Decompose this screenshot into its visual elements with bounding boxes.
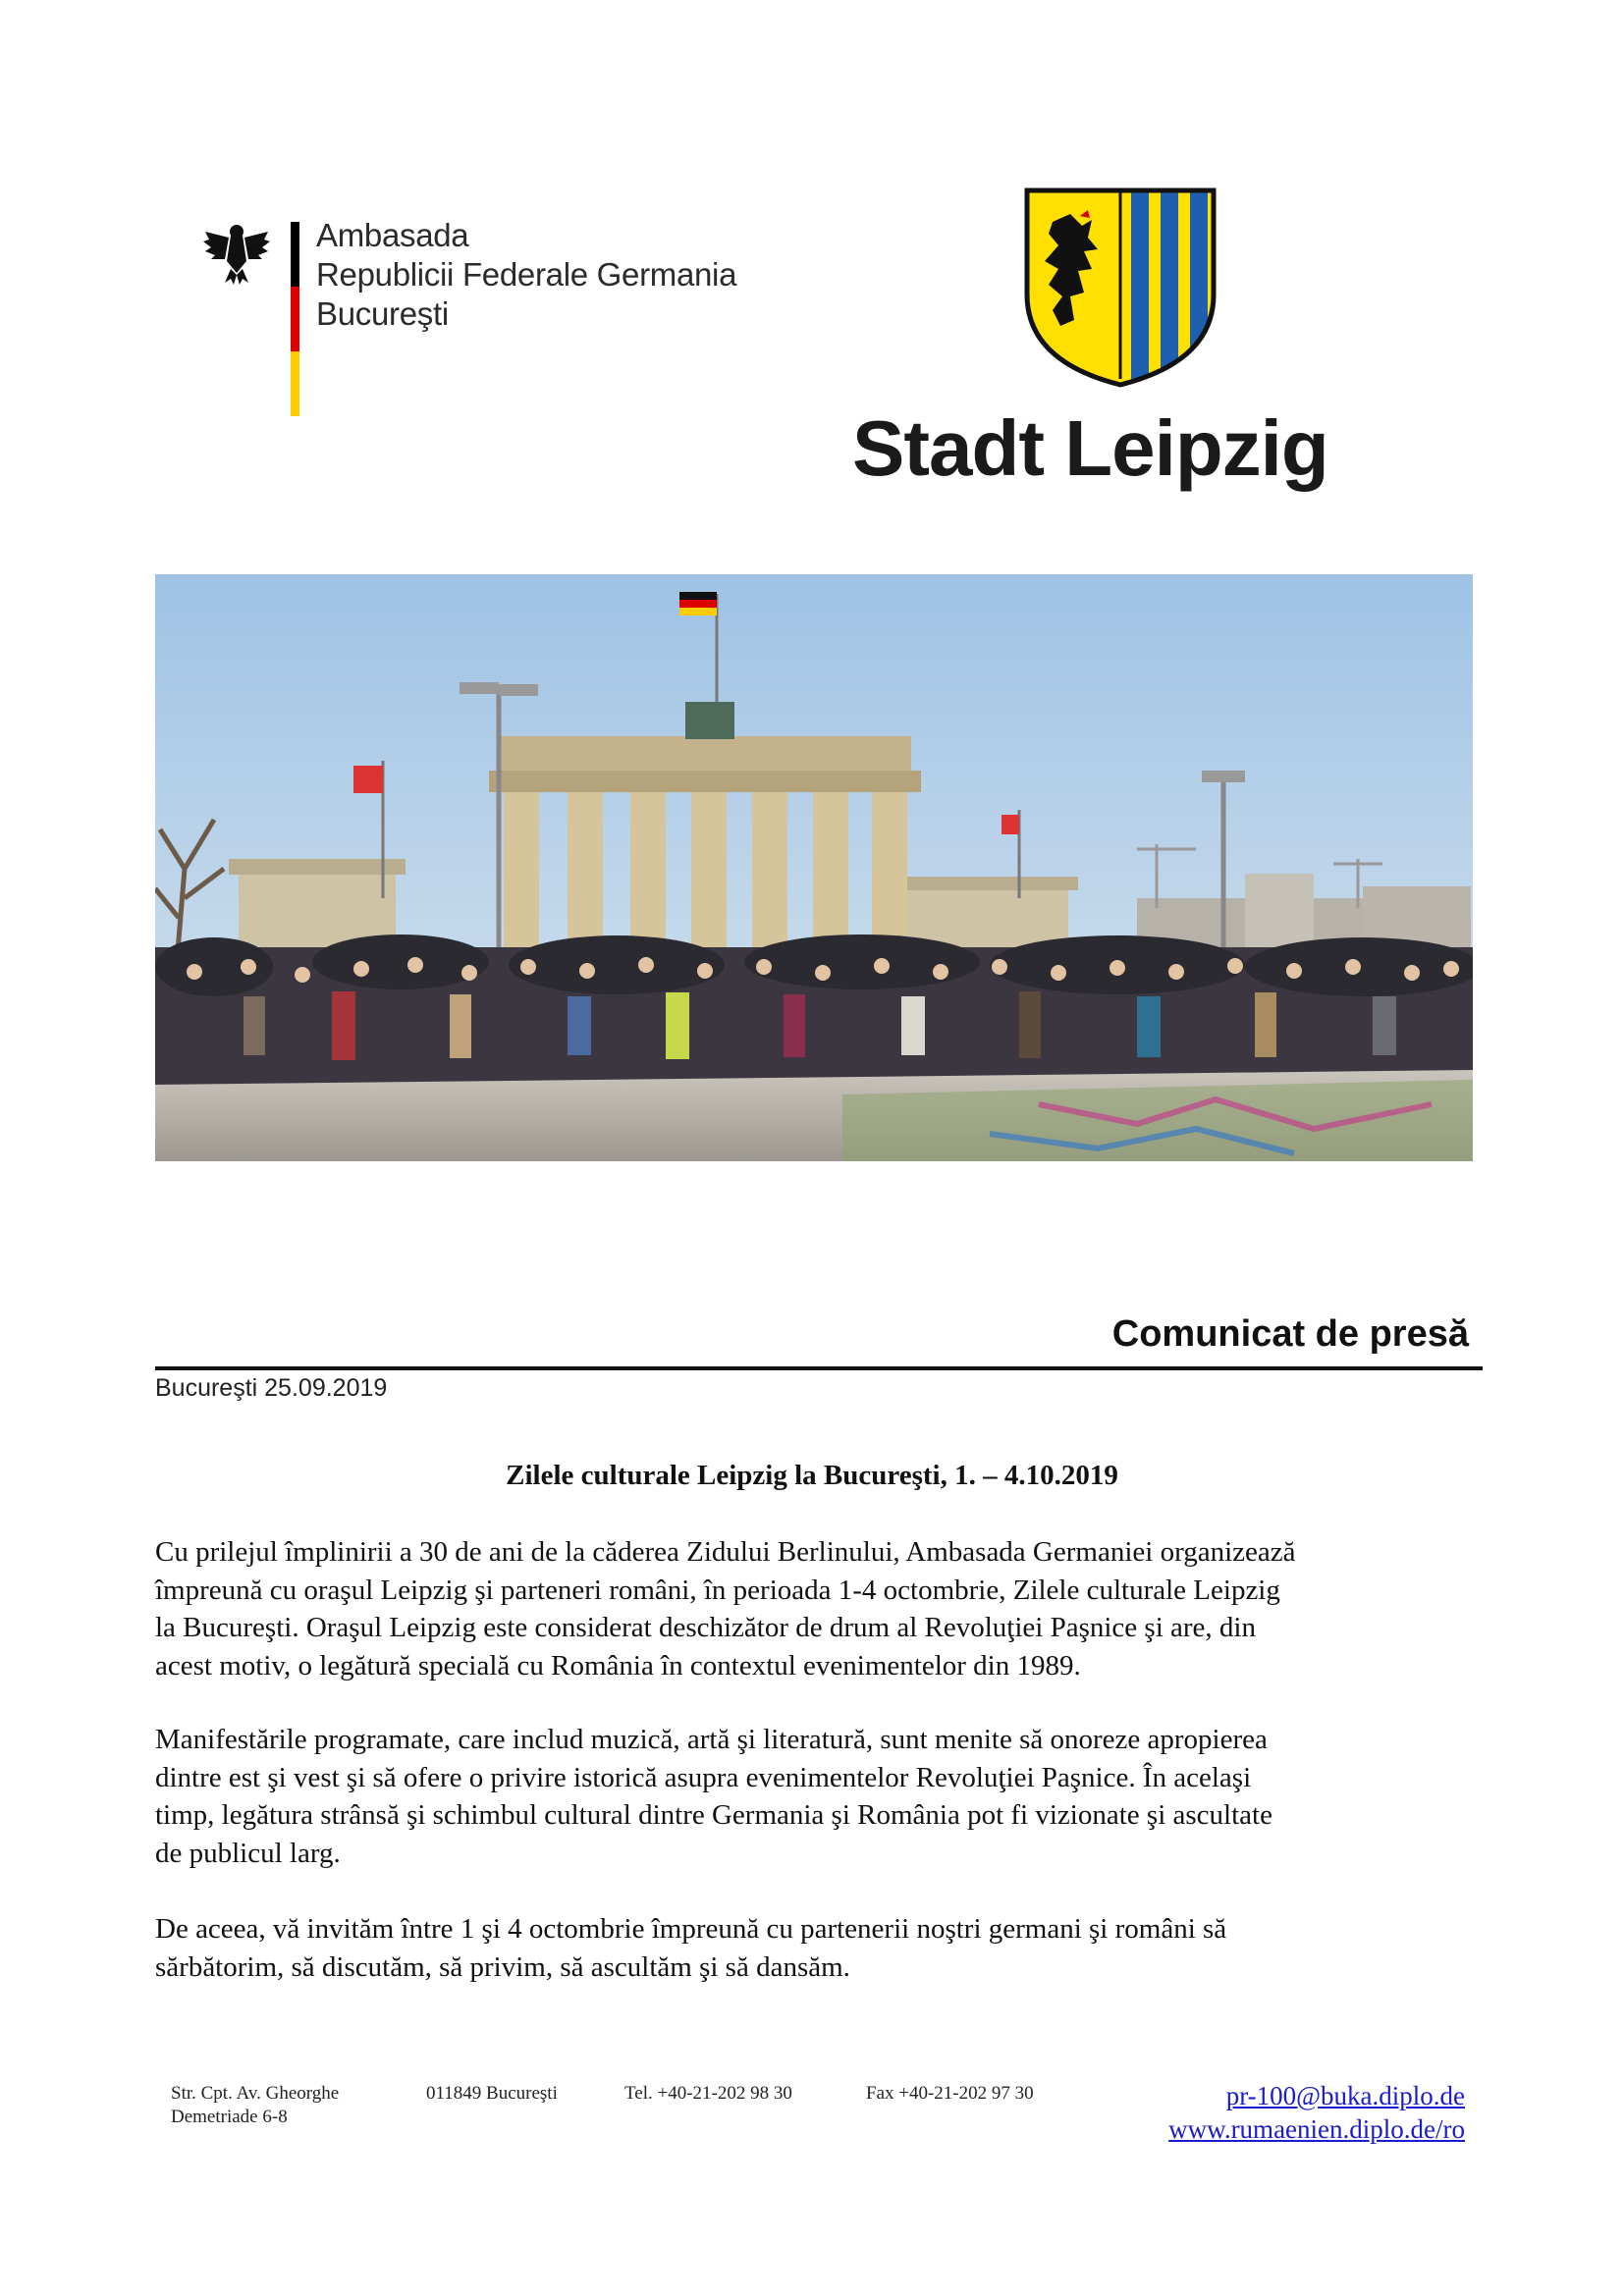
paragraph-line: dintre est şi vest şi să ofere o privire istorică asupra evenimentelor Revoluţiei Paşnice. În acelaşi bbox=[155, 1761, 1252, 1793]
press-release-title: Comunicat de presă bbox=[1111, 1313, 1469, 1355]
embassy-name bbox=[316, 216, 736, 334]
leipzig-coat-of-arms-icon bbox=[1023, 187, 1218, 389]
website-link[interactable]: www.rumaenien.diplo.de/ro bbox=[1168, 2114, 1465, 2144]
footer-address-line-1: Str. Cpt. Av. Gheorghe bbox=[171, 2083, 340, 2104]
paragraph-line: împreună cu oraşul Leipzig şi parteneri români, în perioada 1-4 octombrie, Zilele culturale Leipzig bbox=[155, 1574, 1280, 1606]
leipzig-wordmark: Stadt Leipzig bbox=[852, 404, 1328, 492]
flag-gold-stripe bbox=[291, 351, 299, 416]
paragraph-line: timp, legătura strânsă şi schimbul cultural dintre Germania şi România pot fi vizionate şi ascultate bbox=[155, 1799, 1272, 1831]
paragraph-line: De aceea, vă invităm între 1 şi 4 octombrie împreună cu partenerii noştri germani şi români să bbox=[155, 1913, 1227, 1945]
flag-black-stripe bbox=[291, 222, 299, 287]
paragraph-line: sărbătorim, să discutăm, să privim, să ascultăm şi să dansăm. bbox=[155, 1950, 850, 1983]
paragraph-line: acest motiv, o legătură specială cu România în contextul evenimentelor din 1989. bbox=[155, 1649, 1081, 1682]
footer-phone: Tel. +40-21-202 98 30 bbox=[624, 2083, 792, 2104]
federal-eagle-icon bbox=[201, 218, 272, 289]
paragraph-2 bbox=[155, 1721, 1483, 1872]
release-date: Bucureşti 25.09.2019 bbox=[155, 1374, 388, 1402]
embassy-line-1: Ambasada bbox=[316, 217, 469, 253]
paragraph-line: la Bucureşti. Oraşul Leipzig este considerat deschizător de drum al Revoluţiei Paşnice şi are, din bbox=[155, 1612, 1256, 1643]
embassy-line-2: Republicii Federale Germania bbox=[316, 256, 737, 293]
email-link[interactable]: pr-100@buka.diplo.de bbox=[1225, 2081, 1465, 2110]
footer-address-line-2: Demetriade 6-8 bbox=[171, 2107, 288, 2127]
german-flag-bar bbox=[291, 222, 299, 414]
embassy-line-3: Bucureşti bbox=[316, 295, 449, 332]
paragraph-line: Cu prilejul împlinirii a 30 de ani de la căderea Zidului Berlinului, Ambasada Germaniei organizează bbox=[155, 1536, 1296, 1568]
footer-address bbox=[171, 2082, 339, 2129]
footer-links bbox=[1168, 2079, 1465, 2146]
brandenburg-gate-photo bbox=[155, 574, 1473, 1161]
headline: Zilele culturale Leipzig la Bucureşti, 1. – 4.10.2019 bbox=[506, 1460, 1118, 1491]
paragraph-3 bbox=[155, 1910, 1483, 1986]
flag-red-stripe bbox=[291, 287, 299, 351]
footer-fax: Fax +40-21-202 97 30 bbox=[866, 2083, 1034, 2104]
header-rule bbox=[155, 1366, 1483, 1370]
paragraph-line: Manifestările programate, care includ muzică, artă şi literatură, sunt menite să onoreze apropierea bbox=[155, 1724, 1268, 1755]
paragraph-line: de publicul larg. bbox=[155, 1837, 341, 1869]
paragraph-1 bbox=[155, 1533, 1483, 1684]
footer-city: 011849 Bucureşti bbox=[426, 2083, 558, 2104]
